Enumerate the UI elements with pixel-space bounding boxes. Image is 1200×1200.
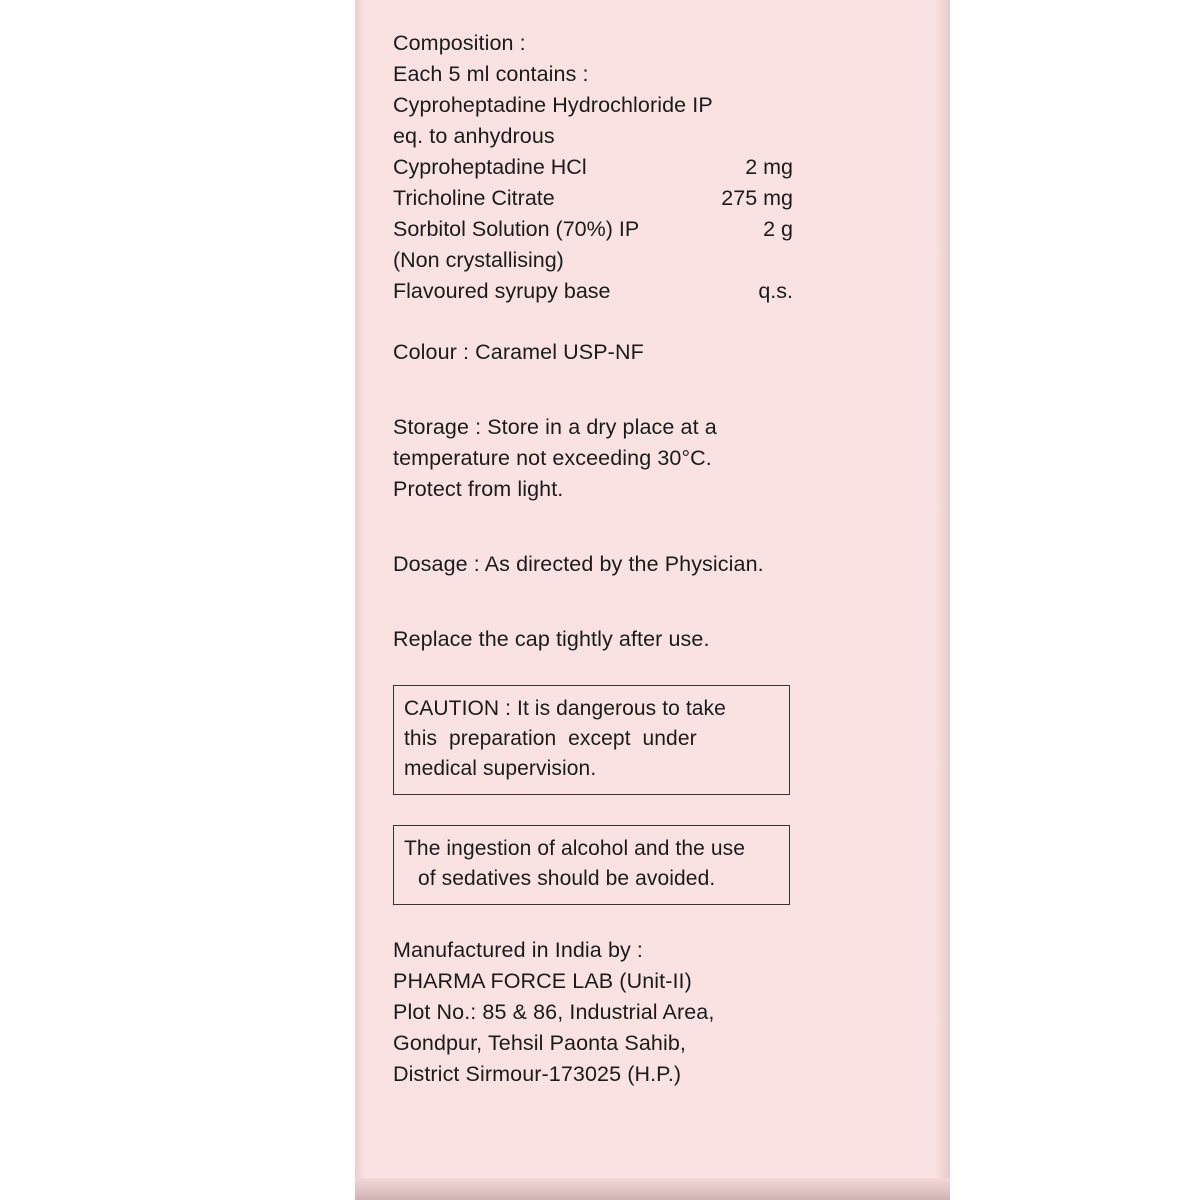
manufacturer-line-2: PHARMA FORCE LAB (Unit-II) <box>393 969 692 993</box>
panel-bottom-edge <box>355 1178 950 1200</box>
ingredient-name: Sorbitol Solution (70%) IP <box>393 217 640 241</box>
panel-left-edge <box>355 0 365 1200</box>
caution-line-1: CAUTION : It is dangerous to take <box>404 697 726 720</box>
composition-row <box>393 183 823 214</box>
manufacturer-line-1: Manufactured in India by : <box>393 938 643 962</box>
alcohol-warning-box <box>393 825 790 905</box>
manufacturer-line-5: District Sirmour-173025 (H.P.) <box>393 1062 682 1086</box>
spacer <box>393 795 823 825</box>
composition-heading: Composition : <box>393 31 526 55</box>
composition-row <box>393 276 823 307</box>
caution-box <box>393 685 790 795</box>
composition-section <box>393 28 823 307</box>
ingredient-amount: 2 g <box>763 217 793 241</box>
storage-line-2: temperature not exceeding 30°C. <box>393 446 712 470</box>
manufacturer-section <box>393 935 823 1090</box>
spacer <box>393 905 823 935</box>
composition-subheading: Each 5 ml contains : <box>393 62 589 86</box>
ingredient-name: Flavoured syrupy base <box>393 279 611 303</box>
spacer <box>393 368 823 412</box>
storage-line-1: Storage : Store in a dry place at a <box>393 415 717 439</box>
dosage-statement: Dosage : As directed by the Physician. <box>393 552 764 576</box>
alcohol-warning-line-1: The ingestion of alcohol and the use <box>404 837 746 860</box>
replace-cap-statement: Replace the cap tightly after use. <box>393 627 710 651</box>
manufacturer-line-3: Plot No.: 85 & 86, Industrial Area, <box>393 1000 715 1024</box>
ingredient-amount: 2 mg <box>745 155 793 179</box>
spacer <box>393 307 823 337</box>
caution-line-3: medical supervision. <box>404 757 597 780</box>
colour-statement: Colour : Caramel USP-NF <box>393 340 644 364</box>
composition-intro-line-2: eq. to anhydrous <box>393 124 555 148</box>
ingredient-amount: q.s. <box>758 279 793 303</box>
ingredient-amount: 275 mg <box>721 186 793 210</box>
spacer <box>393 505 823 549</box>
ingredient-name: (Non crystallising) <box>393 248 564 272</box>
composition-row <box>393 152 823 183</box>
spacer <box>393 655 823 685</box>
ingredient-name: Cyproheptadine HCl <box>393 155 587 179</box>
ingredient-name: Tricholine Citrate <box>393 186 555 210</box>
storage-line-3: Protect from light. <box>393 477 564 501</box>
composition-row <box>393 214 823 245</box>
panel-right-edge <box>936 0 950 1200</box>
carton-back-panel <box>355 0 950 1200</box>
composition-row <box>393 245 823 276</box>
caution-line-2: this preparation except under <box>404 727 697 750</box>
storage-section <box>393 412 823 505</box>
composition-intro-line-1: Cyproheptadine Hydrochloride IP <box>393 93 713 117</box>
spacer <box>393 580 823 624</box>
label-content <box>393 28 823 1090</box>
alcohol-warning-line-2: of sedatives should be avoided. <box>418 867 716 890</box>
manufacturer-line-4: Gondpur, Tehsil Paonta Sahib, <box>393 1031 686 1055</box>
